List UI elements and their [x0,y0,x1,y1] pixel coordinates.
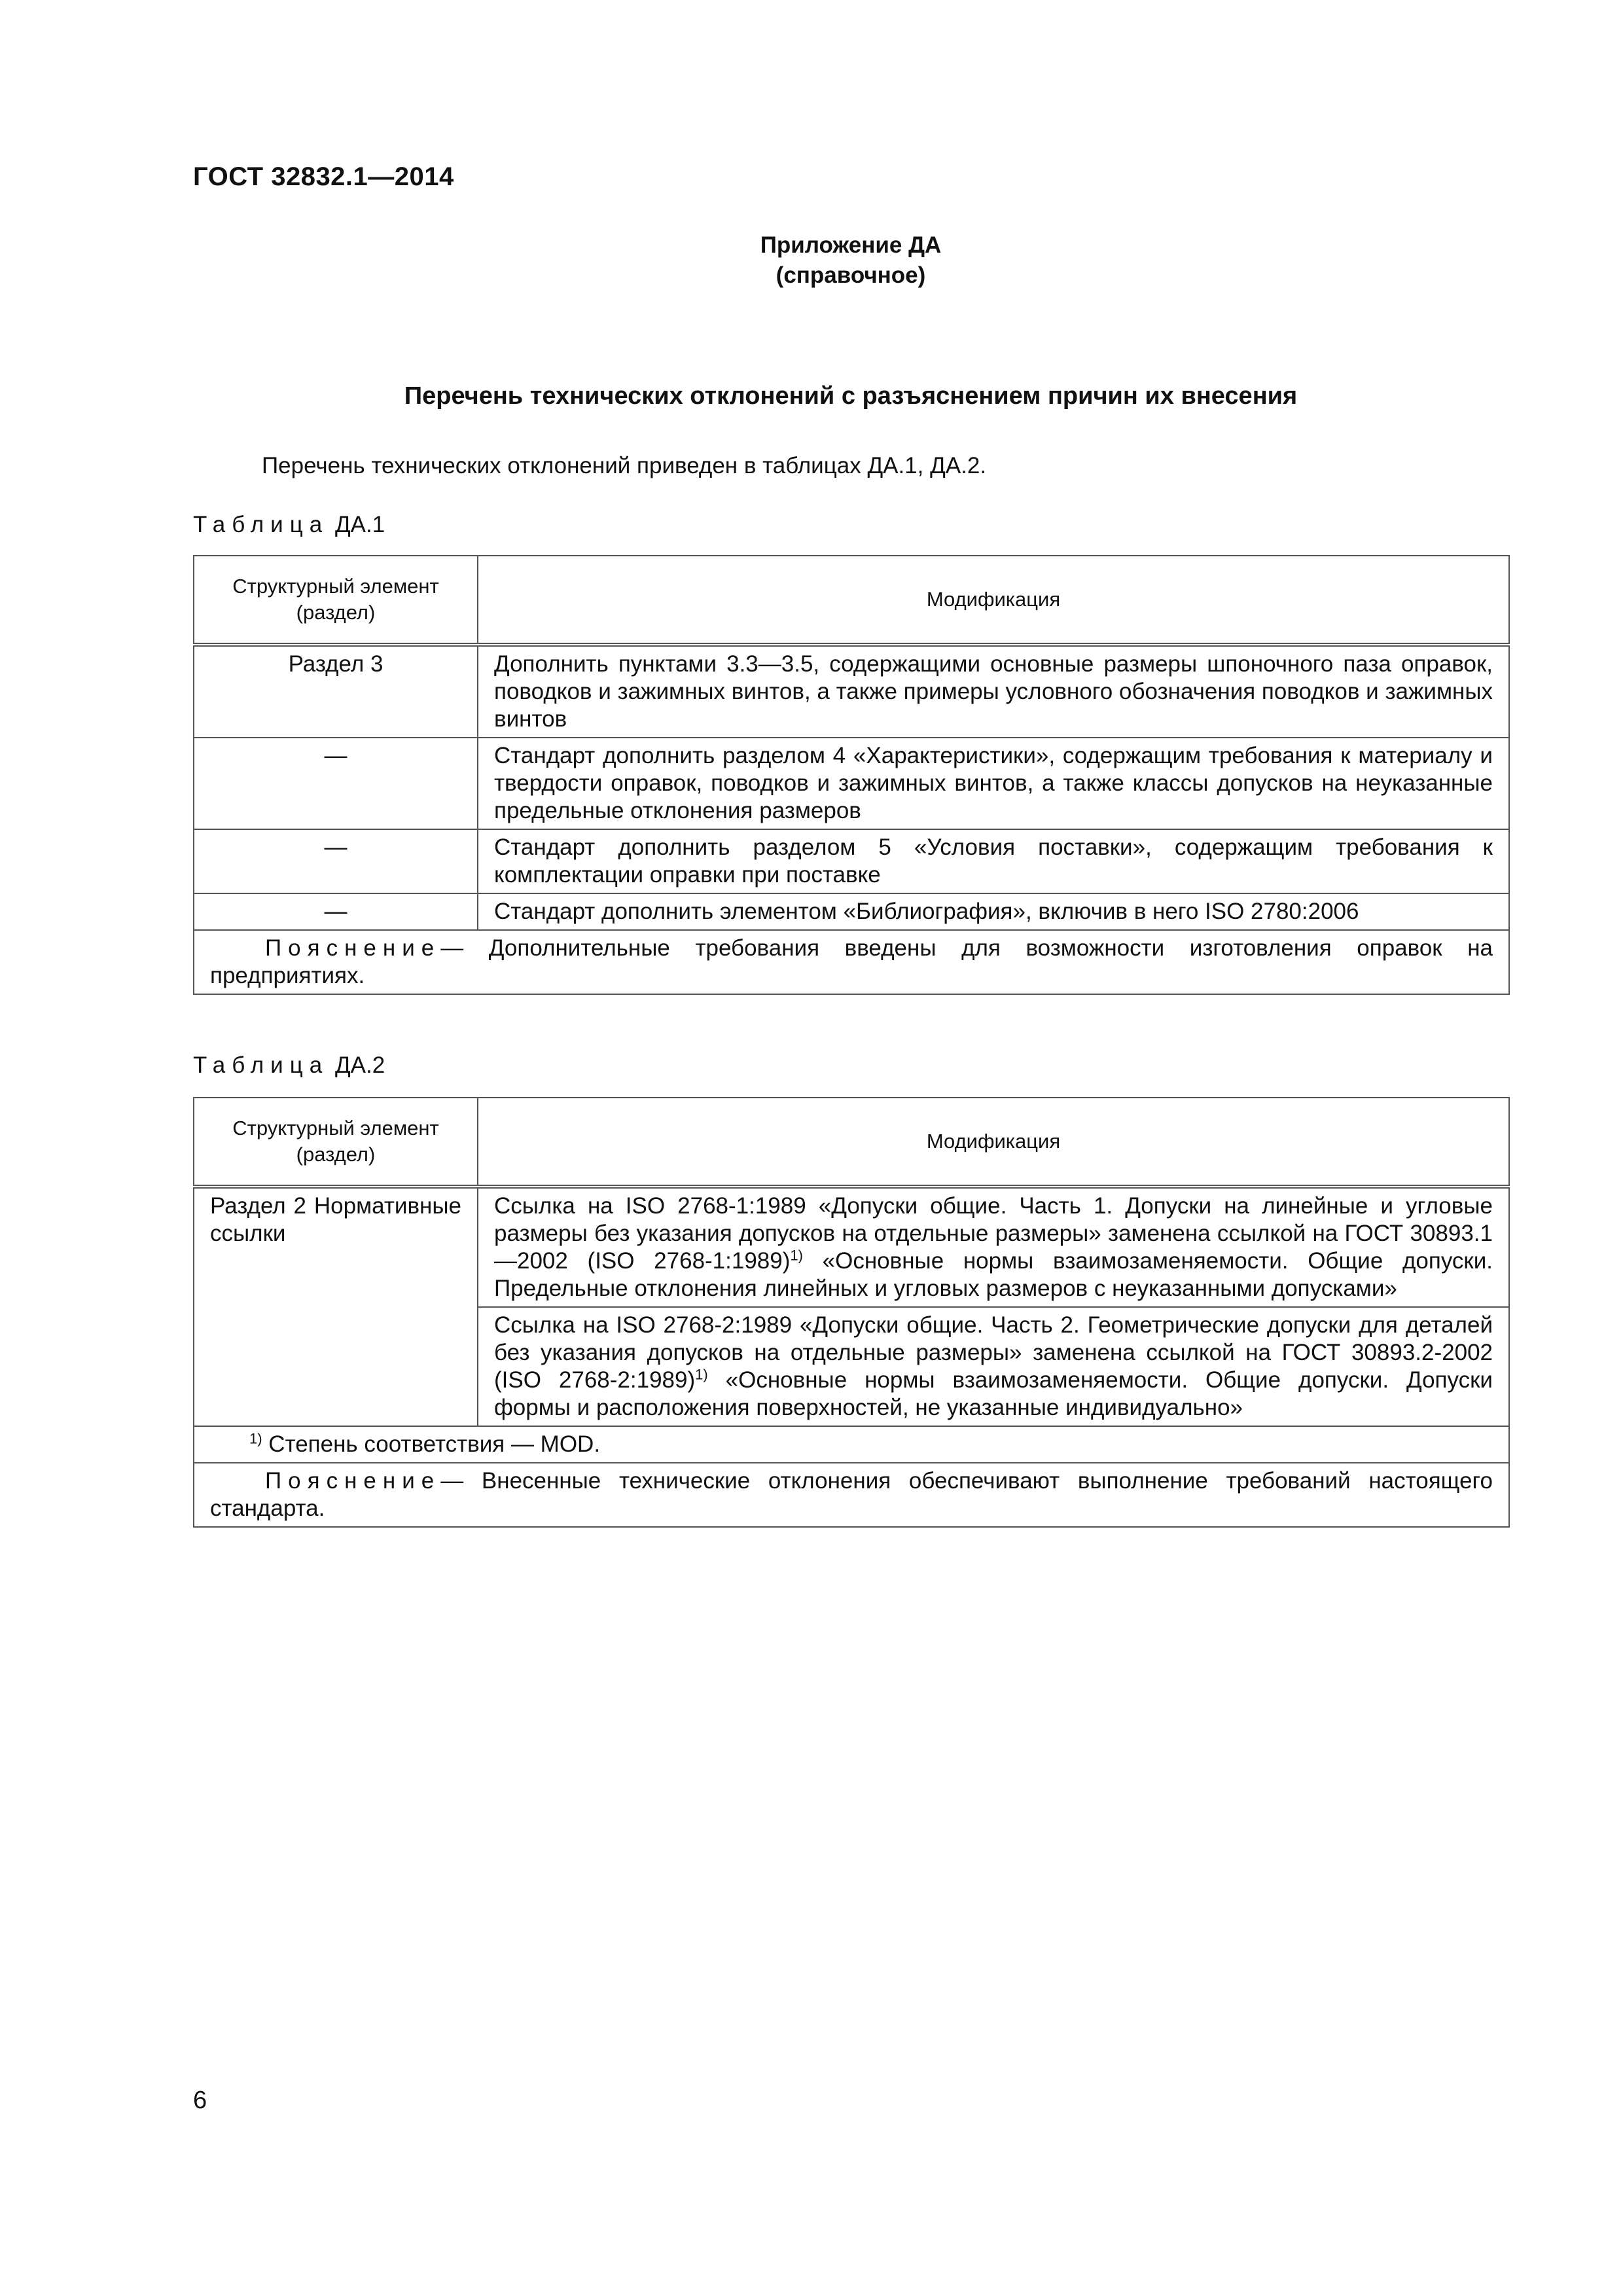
table2-header-row [194,1098,1509,1187]
table2-note-row [194,1463,1509,1527]
table1-header-element: Структурный элемент (раздел) [194,556,478,645]
table1-cell-element: — [194,829,478,893]
appendix-subtitle: (справочное) [776,262,926,288]
table2-note-text: — Внесенные технические отклонения обеспечивают выполнение требований настоящего стандарта. [210,1468,1493,1521]
table1-cell-modification: Стандарт дополнить разделом 4 «Характеристики», содержащим требования к материалу и твердости оправок, поводков и зажимных винтов, а также классы допусков на неуказанные предельные отклонения размеров [478,738,1509,829]
table2-header-element: Структурный элемент (раздел) [194,1098,478,1187]
table2-caption [193,1052,385,1079]
table1-caption-word: Таблица [193,512,329,537]
table-row [194,829,1509,893]
table2-mod1-text-cont: «Основные нормы взаимозаменяемости. Общие допуски. Предельные отклонения линейных и угловых размеров с неуказанными допусками» [494,1248,1493,1301]
appendix-title: Приложение ДА [760,232,942,258]
table2-mod1-text: Ссылка на ISO 2768-1:1989 «Допуски общие. Часть 1. Допуски на линейные и угловые размеры без указания допусков на отдельные размеры» заменена ссылкой на ГОСТ 30893.1—2002 (ISO 2768-1:1989) [494,1193,1493,1274]
table2-mod2-text-cont: «Основные нормы взаимозаменяемости. Общие допуски. Допуски формы и расположения поверхностей, не указанные индивидуально» [494,1367,1493,1420]
table-da1 [193,555,1510,995]
table2-caption-id: ДА.2 [334,1052,385,1078]
page-number: 6 [193,2087,207,2114]
table1-caption-id: ДА.1 [334,512,385,537]
appendix-heading [0,230,1623,291]
table2-cell-modification-1 [478,1187,1509,1307]
table2-note-label: Пояснение [265,1468,441,1494]
table1-cell-element: Раздел 3 [194,645,478,738]
table2-note [194,1463,1509,1527]
table1-note-text: — Дополнительные требования введены для возможности изготовления оправок на предприятиях. [210,935,1493,988]
table1-note [194,930,1509,994]
table1-note-row [194,930,1509,994]
table-row [194,645,1509,738]
table2-header-modification: Модификация [478,1098,1509,1187]
table-row [194,738,1509,829]
table-row [194,1187,1509,1307]
table1-caption [193,512,385,538]
intro-paragraph: Перечень технических отклонений приведен в таблицах ДА.1, ДА.2. [262,453,987,478]
table1-note-label: Пояснение [265,935,441,961]
footnote-marker: 1) [249,1430,262,1447]
table1-cell-modification: Стандарт дополнить разделом 5 «Условия поставки», содержащим требования к комплектации оправки при поставке [478,829,1509,893]
table2-cell-modification-2 [478,1307,1509,1426]
table-row [194,893,1509,930]
table1-cell-element: — [194,893,478,930]
table2-cell-element: Раздел 2 Нормативные ссылки [194,1187,478,1426]
footnote-marker: 1) [790,1247,803,1264]
table2-footnote-row [194,1426,1509,1463]
table2-caption-word: Таблица [193,1052,329,1078]
table-da2 [193,1097,1510,1528]
table1-header-row [194,556,1509,645]
section-title: Перечень технических отклонений с разъяснением причин их внесения [404,382,1298,410]
table2-footnote-text: Степень соответствия — MOD. [262,1431,601,1457]
table1-header-modification: Модификация [478,556,1509,645]
table1-cell-element: — [194,738,478,829]
table1-cell-modification: Дополнить пунктами 3.3—3.5, содержащими основные размеры шпоночного паза оправок, поводков и зажимных винтов, а также примеры условного обозначения поводков и зажимных винтов [478,645,1509,738]
table2-footnote [194,1426,1509,1463]
footnote-marker: 1) [695,1366,708,1383]
table2-mod2-text: Ссылка на ISO 2768-2:1989 «Допуски общие. Часть 2. Геометрические допуски для деталей без указания допусков на отдельные размеры» заменена ссылкой на ГОСТ 30893.2-2002 (ISO 2768-2:1989) [494,1312,1493,1393]
table1-cell-modification: Стандарт дополнить элементом «Библиография», включив в него ISO 2780:2006 [478,893,1509,930]
document-code: ГОСТ 32832.1—2014 [193,162,454,191]
